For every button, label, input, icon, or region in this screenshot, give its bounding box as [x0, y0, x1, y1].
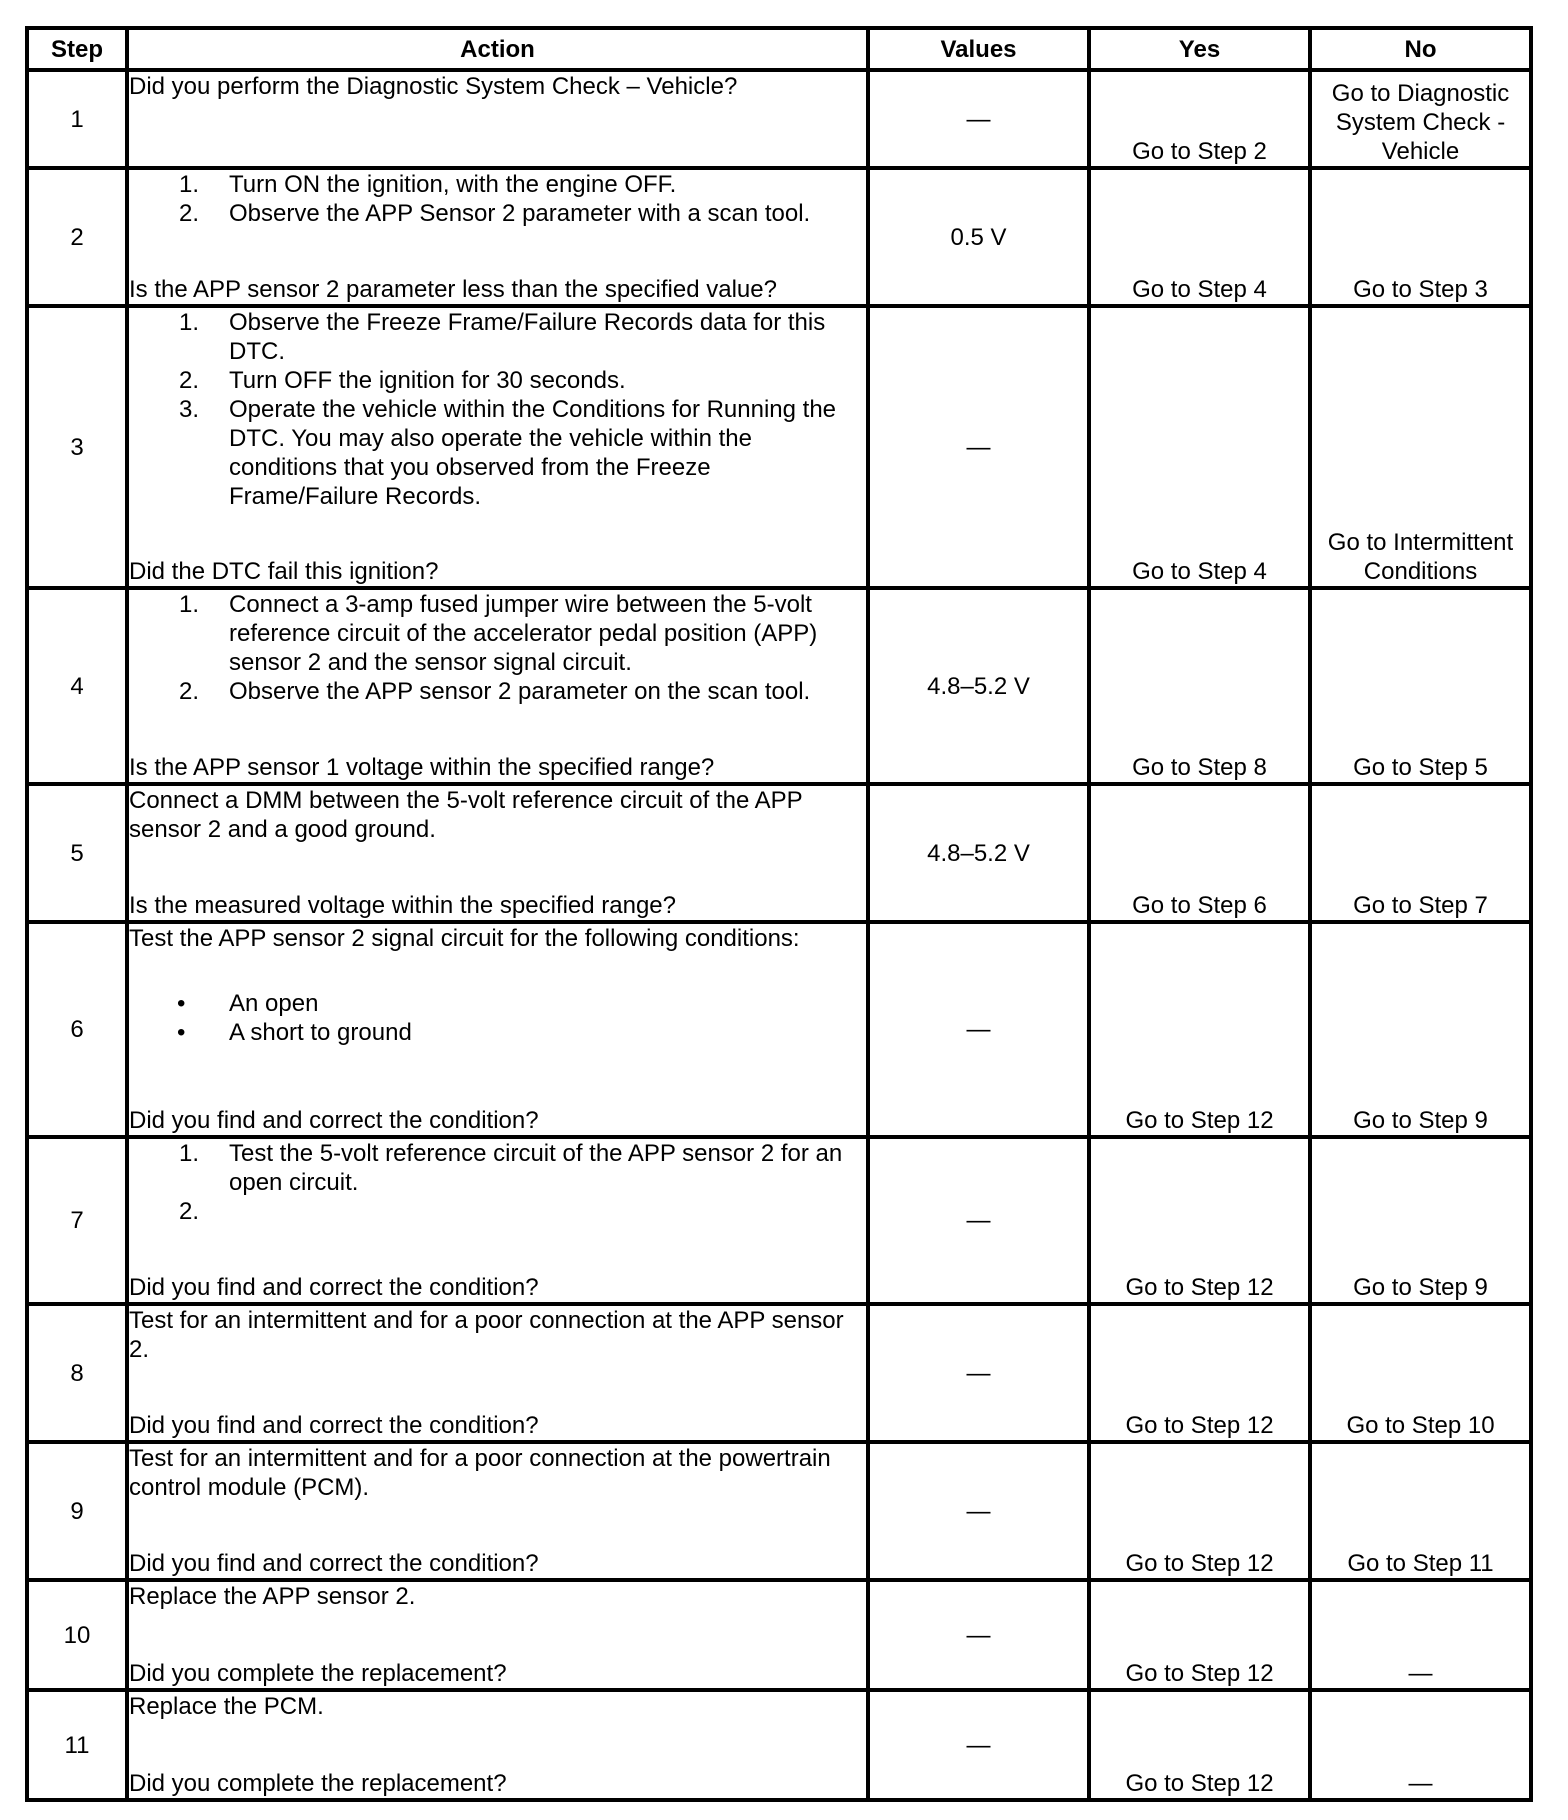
list-item: 2. Observe the APP sensor 2 parameter on the scan tool.: [179, 678, 811, 705]
value-cell: —: [868, 1580, 1089, 1690]
value-cell: —: [868, 1442, 1089, 1580]
action-text: Did you perform the Diagnostic System Check – Vehicle?: [129, 73, 738, 100]
step-number: 2: [27, 168, 127, 306]
header-no: No: [1310, 28, 1531, 70]
no-cell: Go to Step 3: [1310, 168, 1531, 306]
table-row: [27, 1690, 1531, 1800]
value-cell: 0.5 V: [868, 168, 1089, 306]
list-item: 1. Connect a 3-amp fused jumper wire between the 5-volt reference circuit of the accelerator pedal position (APP) sensor 2 and the sensor signal circuit.: [179, 591, 818, 676]
step-number: 7: [27, 1137, 127, 1304]
value-cell: 4.8–5.2 V: [868, 784, 1089, 922]
no-cell: Go to Step 9: [1310, 1137, 1531, 1304]
no-cell: Go to Step 9: [1310, 922, 1531, 1137]
action-question: Did you complete the replacement?: [129, 1660, 507, 1687]
no-cell: —: [1310, 1580, 1531, 1690]
yes-cell: Go to Step 12: [1089, 922, 1310, 1137]
value-cell: —: [868, 1690, 1089, 1800]
step-number: 6: [27, 922, 127, 1137]
action-question: Did the DTC fail this ignition?: [129, 558, 439, 585]
action-question: Is the APP sensor 2 parameter less than the specified value?: [129, 276, 777, 303]
action-text: Test for an intermittent and for a poor connection at the powertrain control module (PCM).: [129, 1445, 831, 1501]
yes-cell: Go to Step 12: [1089, 1442, 1310, 1580]
step-number: 4: [27, 588, 127, 784]
header-row: [27, 28, 1531, 70]
list-item: 1. Turn ON the ignition, with the engine OFF.: [179, 171, 677, 198]
value-cell: —: [868, 1304, 1089, 1442]
list-item: 1. Observe the Freeze Frame/Failure Records data for this DTC.: [179, 309, 826, 365]
yes-cell: Go to Step 2: [1089, 70, 1310, 168]
value-cell: 4.8–5.2 V: [868, 588, 1089, 784]
step-number: 8: [27, 1304, 127, 1442]
table-row: [27, 1580, 1531, 1690]
header-step: Step: [27, 28, 127, 70]
action-cell: [127, 168, 868, 306]
table-row: [27, 70, 1531, 168]
action-cell: [127, 1580, 868, 1690]
action-question: Did you complete the replacement?: [129, 1770, 507, 1797]
step-number: 1: [27, 70, 127, 168]
no-cell: —: [1310, 1690, 1531, 1800]
list-item: 2. Observe the APP Sensor 2 parameter with a scan tool.: [179, 200, 811, 227]
value-cell: —: [868, 70, 1089, 168]
header-yes: Yes: [1089, 28, 1310, 70]
action-question: Is the measured voltage within the specified range?: [129, 892, 676, 919]
action-cell: [127, 70, 868, 168]
yes-cell: Go to Step 4: [1089, 168, 1310, 306]
action-cell: [127, 588, 868, 784]
table-row: [27, 1442, 1531, 1580]
table-row: [27, 306, 1531, 588]
no-cell: Go to Diagnostic System Check - Vehicle: [1310, 70, 1531, 168]
action-question: Did you find and correct the condition?: [129, 1412, 539, 1439]
yes-cell: Go to Step 6: [1089, 784, 1310, 922]
no-cell: Go to Step 5: [1310, 588, 1531, 784]
table-row: [27, 1304, 1531, 1442]
no-cell: Go to Step 7: [1310, 784, 1531, 922]
list-item: 1. Test the 5-volt reference circuit of the APP sensor 2 for an open circuit.: [179, 1140, 843, 1196]
action-cell: [127, 306, 868, 588]
header-values: Values: [868, 28, 1089, 70]
step-number: 10: [27, 1580, 127, 1690]
action-text: Test the APP sensor 2 signal circuit for the following conditions:: [129, 925, 800, 952]
action-cell: [127, 784, 868, 922]
yes-cell: Go to Step 8: [1089, 588, 1310, 784]
action-cell: [127, 1137, 868, 1304]
no-cell: Go to Step 10: [1310, 1304, 1531, 1442]
action-text: Replace the PCM.: [129, 1693, 324, 1720]
action-question: Did you find and correct the condition?: [129, 1107, 539, 1134]
yes-cell: Go to Step 12: [1089, 1304, 1310, 1442]
action-cell: [127, 922, 868, 1137]
action-question: Did you find and correct the condition?: [129, 1550, 539, 1577]
table-row: [27, 784, 1531, 922]
table-row: [27, 1137, 1531, 1304]
step-number: 5: [27, 784, 127, 922]
value-cell: —: [868, 922, 1089, 1137]
bullet-item: • An open: [177, 990, 319, 1017]
list-item: 3. Operate the vehicle within the Conditions for Running the DTC. You may also operate the vehicle within the conditions that you observed from the Freeze Frame/Failure Records.: [179, 396, 837, 510]
no-cell: Go to Intermittent Conditions: [1310, 306, 1531, 588]
step-number: 3: [27, 306, 127, 588]
action-text: Connect a DMM between the 5-volt reference circuit of the APP sensor 2 and a good ground.: [129, 787, 803, 843]
bullet-item: • A short to ground: [177, 1019, 412, 1046]
diagnostic-table: [25, 26, 1533, 1802]
action-cell: [127, 1690, 868, 1800]
list-item: 2. Turn OFF the ignition for 30 seconds.: [179, 367, 626, 394]
table-row: [27, 588, 1531, 784]
table-row: [27, 922, 1531, 1137]
action-cell: [127, 1304, 868, 1442]
yes-cell: Go to Step 12: [1089, 1580, 1310, 1690]
table-row: [27, 168, 1531, 306]
action-text: Test for an intermittent and for a poor connection at the APP sensor 2.: [129, 1307, 844, 1363]
step-number: 9: [27, 1442, 127, 1580]
yes-cell: Go to Step 4: [1089, 306, 1310, 588]
value-cell: —: [868, 1137, 1089, 1304]
no-cell: Go to Step 11: [1310, 1442, 1531, 1580]
yes-cell: Go to Step 12: [1089, 1137, 1310, 1304]
step-number: 11: [27, 1690, 127, 1800]
action-question: Did you find and correct the condition?: [129, 1274, 539, 1301]
list-item: 2.: [179, 1198, 200, 1225]
value-cell: —: [868, 306, 1089, 588]
action-cell: [127, 1442, 868, 1580]
yes-cell: Go to Step 12: [1089, 1690, 1310, 1800]
action-text: Replace the APP sensor 2.: [129, 1583, 416, 1610]
action-question: Is the APP sensor 1 voltage within the specified range?: [129, 754, 715, 781]
header-action: Action: [127, 28, 868, 70]
